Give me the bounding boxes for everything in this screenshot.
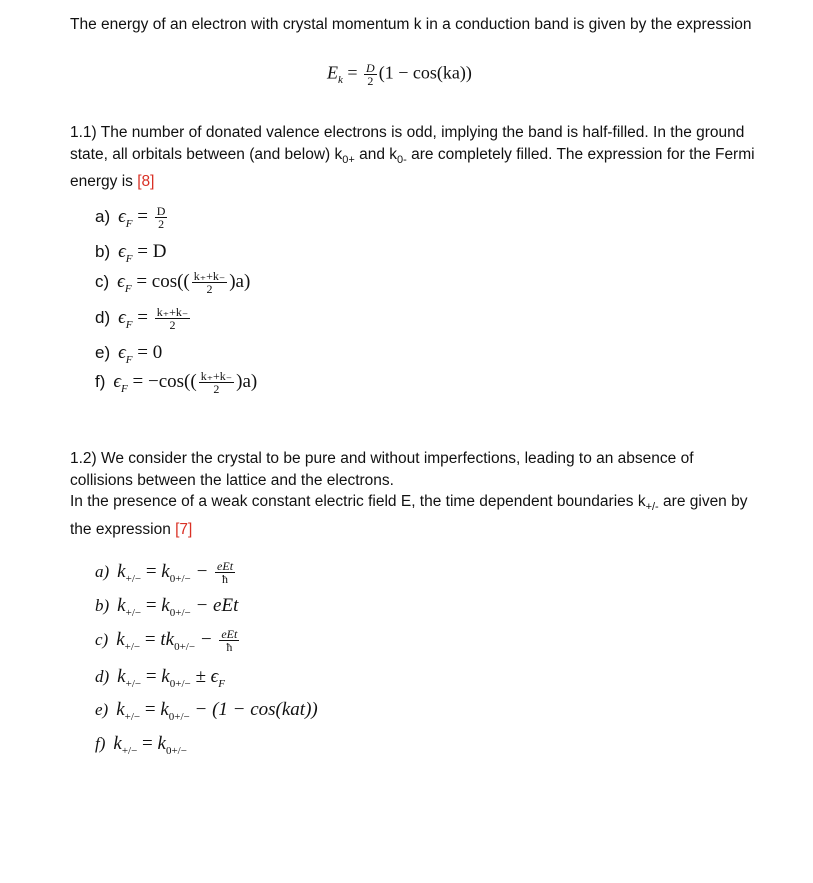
option-equals: = — [132, 371, 144, 392]
option-lhs-sub: F — [124, 282, 132, 295]
option-lhs: k — [117, 561, 126, 582]
main-eq-frac-den: 2 — [367, 74, 374, 88]
option-lhs: k — [117, 666, 126, 687]
main-eq-frac-num: D — [366, 61, 375, 75]
option-pre: −cos(( — [148, 371, 197, 392]
option-frac-den: 2 — [169, 318, 176, 333]
q2-option-f — [95, 732, 187, 763]
option-lhs: k — [117, 595, 126, 616]
option-lhs-sub: +/− — [125, 572, 142, 585]
option-fraction — [155, 306, 190, 331]
option-frac-num: eEt — [221, 627, 238, 642]
q2-points: [7] — [175, 520, 193, 538]
option-tail: − eEt — [190, 595, 239, 616]
option-rhs-sub: 0+/− — [168, 710, 190, 723]
option-lhs-sub: +/− — [121, 744, 138, 757]
option-pre: cos(( — [151, 271, 190, 292]
option-fraction — [192, 270, 227, 295]
q1-text-part-c: are completely filled. The expression for the Fermi energy is — [70, 145, 755, 191]
q2-text-line2-a: In the presence of a weak constant electric field E, the time dependent boundaries k — [70, 493, 646, 510]
option-frac-num: k₊+k₋ — [156, 305, 189, 320]
main-eq-lhs-sub: k — [338, 74, 343, 87]
option-rhs-sub: 0+/− — [169, 606, 191, 619]
option-equals: = — [137, 241, 148, 262]
option-tail: − (1 − cos(kat)) — [189, 699, 318, 720]
option-frac-den: 2 — [213, 382, 220, 397]
option-equals: = — [145, 666, 157, 687]
q1-option-c — [95, 270, 250, 301]
option-equals: = — [144, 629, 156, 650]
option-label: d) — [95, 308, 111, 327]
question-1-1-text — [70, 122, 760, 193]
main-eq-lhs: E — [327, 62, 338, 83]
q1-option-d — [95, 306, 192, 337]
option-frac-num: k₊+k₋ — [200, 369, 233, 384]
q2-option-c — [95, 628, 241, 659]
option-lhs: k — [116, 629, 125, 650]
option-lhs-sub: F — [125, 318, 133, 331]
q2-line2-sub: +/- — [645, 501, 659, 514]
option-fraction — [215, 560, 235, 585]
q2-option-a — [95, 560, 237, 591]
option-frac-num: D — [156, 204, 166, 219]
q2-option-e — [95, 698, 318, 729]
option-lhs: ϵ — [118, 342, 126, 363]
option-label: f) — [95, 372, 106, 391]
option-lhs-sub: F — [121, 382, 128, 395]
option-rhs: k — [161, 666, 170, 687]
option-tail: − — [190, 561, 214, 582]
option-lhs: ϵ — [113, 371, 122, 392]
option-rhs: k — [157, 733, 166, 754]
option-label: c) — [95, 630, 109, 649]
option-equals: = — [145, 561, 157, 582]
option-lhs-sub: +/− — [125, 677, 142, 690]
option-frac-den: 2 — [206, 282, 213, 297]
option-frac-den: 2 — [158, 217, 165, 232]
option-lhs-sub: +/− — [124, 640, 141, 653]
option-lhs: ϵ — [117, 271, 125, 292]
q1-k0plus-sub: 0+ — [342, 153, 355, 166]
option-rhs: k — [161, 561, 170, 582]
option-pre: D — [152, 241, 167, 262]
option-lhs-sub: F — [125, 353, 133, 366]
option-lhs-sub: F — [125, 217, 133, 230]
option-frac-den: ħ — [222, 572, 229, 587]
option-rhs: k — [160, 699, 169, 720]
q2-text-line1: 1.2) We consider the crystal to be pure and without imperfections, leading to an absence of collisions between the lattice and the electrons. — [70, 450, 694, 489]
option-rhs-sub: 0+/− — [169, 572, 191, 585]
option-post: )a) — [229, 271, 251, 292]
option-rhs-sub: 0+/− — [174, 640, 196, 653]
option-pre: 0 — [152, 342, 163, 363]
option-label: a) — [95, 207, 111, 226]
option-lhs: k — [113, 733, 122, 754]
option-fraction — [155, 205, 168, 230]
option-label: b) — [95, 242, 111, 261]
option-lhs: k — [116, 699, 125, 720]
q2-option-d — [95, 665, 225, 696]
intro-text-content: The energy of an electron with crystal momentum k in a conduction band is given by the expression — [70, 16, 752, 33]
q2-text-line2-b: are given by the expression — [70, 493, 748, 538]
option-lhs: ϵ — [118, 206, 126, 227]
q1-option-a — [95, 205, 169, 236]
option-frac-den: ħ — [226, 640, 233, 655]
option-rhs-sub: 0+/− — [165, 744, 187, 757]
option-lhs-sub: +/− — [124, 710, 141, 723]
option-post: )a) — [236, 371, 258, 392]
intro-text — [70, 14, 760, 36]
main-eq-fraction — [364, 62, 377, 87]
option-tail: − — [195, 629, 218, 650]
option-tail: ± ϵ — [190, 666, 219, 687]
option-lhs-sub: +/− — [125, 606, 142, 619]
q1-k0minus-sub: 0- — [397, 153, 407, 166]
option-frac-num: k₊+k₋ — [193, 269, 226, 284]
option-label: a) — [95, 562, 110, 581]
option-tail-sub: F — [218, 677, 226, 690]
q2-option-b — [95, 594, 238, 625]
option-frac-num: eEt — [217, 559, 234, 574]
option-lhs: ϵ — [118, 307, 126, 328]
q1-points: [8] — [137, 173, 155, 191]
q1-text-part-b: and k — [354, 145, 398, 163]
option-label: e) — [95, 343, 111, 362]
option-equals: = — [137, 342, 148, 363]
option-fraction — [219, 628, 239, 653]
option-lhs: ϵ — [118, 241, 126, 262]
option-rhs: tk — [160, 629, 175, 650]
q1-text-part-a: 1.1) The number of donated valence electrons is odd, implying the band is half-filled. In the ground state, all orbitals between (and below) k — [70, 124, 745, 163]
q1-option-b — [95, 240, 166, 271]
option-equals: = — [144, 699, 156, 720]
option-rhs: k — [161, 595, 170, 616]
question-1-2-text — [70, 448, 760, 540]
option-label: e) — [95, 700, 109, 719]
option-equals: = — [145, 595, 157, 616]
option-label: b) — [95, 596, 110, 615]
option-equals: = — [142, 733, 153, 754]
option-rhs-sub: 0+/− — [169, 677, 191, 690]
main-equation — [327, 62, 472, 87]
q1-option-f — [95, 370, 257, 401]
q1-option-e — [95, 341, 162, 372]
main-eq-equals: = — [347, 62, 358, 83]
option-fraction — [199, 370, 234, 395]
option-label: f) — [95, 734, 106, 753]
option-label: d) — [95, 667, 110, 686]
option-label: c) — [95, 272, 110, 291]
option-equals: = — [136, 271, 148, 292]
option-equals: = — [137, 206, 148, 227]
main-eq-rhs: (1 − cos(ka)) — [378, 62, 472, 83]
option-lhs-sub: F — [125, 252, 133, 265]
option-equals: = — [137, 307, 148, 328]
